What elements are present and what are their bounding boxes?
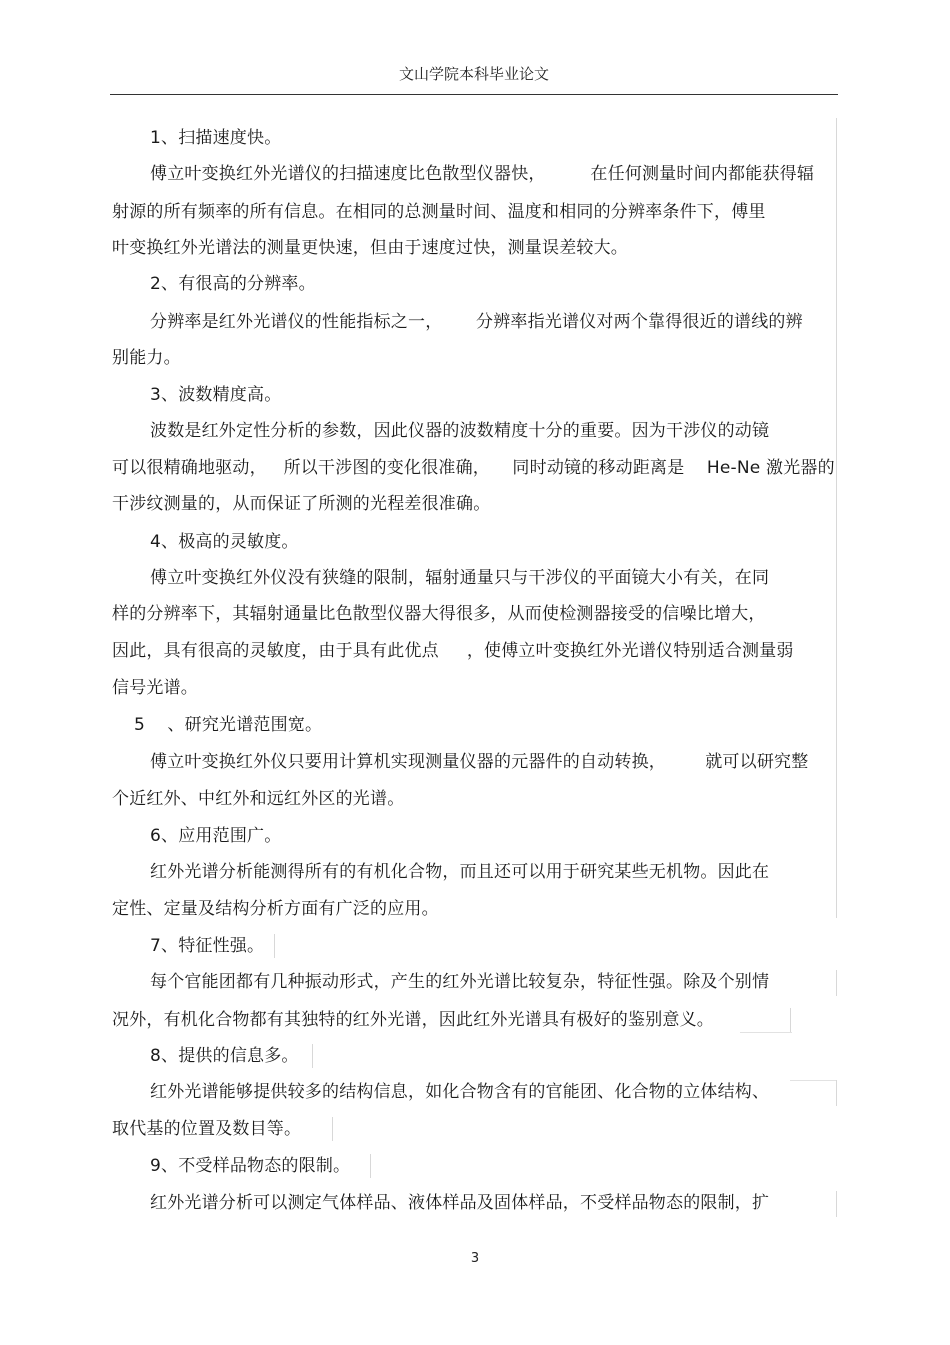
text-line: 傅立叶变换红外仪只要用计算机实现测量仪器的元器件的自动转换， 就可以研究整: [150, 752, 809, 772]
scan-rule: [740, 1032, 792, 1033]
running-header: 文山学院本科毕业论文: [398, 65, 549, 83]
scan-rule: [836, 1191, 837, 1217]
scan-rule: [274, 934, 275, 958]
text-line: 个近红外、中红外和远红外区的光谱。: [112, 789, 405, 809]
text-line: 每个官能团都有几种振动形式，产生的红外光谱比较复杂，特征性强。除及个别情: [150, 972, 770, 992]
text-line: 干涉纹测量的，从而保证了所测的光程差很准确。: [112, 494, 491, 514]
text-line: 定性、定量及结构分析方面有广泛的应用。: [112, 899, 439, 919]
text-line: 信号光谱。: [112, 678, 198, 698]
text-line: 射源的所有频率的所有信息。在相同的总测量时间、温度和相同的分辨率条件下，傅里: [112, 202, 766, 222]
text-line: 2、有很高的分辨率。: [150, 274, 316, 294]
text-line: 傅立叶变换红外光谱仪的扫描速度比色散型仪器快， 在任何测量时间内都能获得辐: [150, 164, 815, 184]
text-line: 样的分辨率下，其辐射通量比色散型仪器大得很多，从而使检测器接受的信噪比增大，: [112, 604, 766, 624]
text-line: 5 、研究光谱范围宽。: [134, 715, 323, 735]
scan-rule: [312, 1044, 313, 1068]
header-divider: [110, 94, 838, 95]
scan-rule: [790, 1080, 836, 1081]
text-line: 可以很精确地驱动， 所以干涉图的变化很准确， 同时动镜的移动距离是 He-Ne 激光器的: [112, 458, 835, 478]
text-line: 8、提供的信息多。: [150, 1046, 299, 1066]
text-line: 1、扫描速度快。: [150, 128, 282, 148]
text-line: 4、极高的灵敏度。: [150, 532, 299, 552]
text-line: 分辨率是红外光谱仪的性能指标之一， 分辨率指光谱仪对两个靠得很近的谱线的辨: [150, 312, 803, 332]
text-line: 红外光谱能够提供较多的结构信息，如化合物含有的官能团、化合物的立体结构、: [150, 1082, 770, 1102]
text-line: 3、波数精度高。: [150, 385, 282, 405]
text-line: 红外光谱分析能测得所有的有机化合物，而且还可以用于研究某些无机物。因此在: [150, 862, 770, 882]
scan-rule: [370, 1154, 371, 1178]
page-number: 3: [470, 1251, 480, 1266]
text-line: 因此，具有很高的灵敏度，由于具有此优点 ，使傅立叶变换红外光谱仪特别适合测量弱: [112, 641, 794, 661]
scan-rule: [836, 970, 837, 996]
text-line: 9、不受样品物态的限制。: [150, 1156, 351, 1176]
scan-rule: [332, 1117, 333, 1141]
scan-rule: [836, 118, 837, 918]
scan-rule: [836, 1080, 837, 1106]
text-line: 波数是红外定性分析的参数，因此仪器的波数精度十分的重要。因为干涉仪的动镜: [150, 421, 770, 441]
text-line: 况外，有机化合物都有其独特的红外光谱，因此红外光谱具有极好的鉴别意义。: [112, 1010, 714, 1030]
scan-rule: [790, 1008, 791, 1032]
text-line: 取代基的位置及数目等。: [112, 1119, 302, 1139]
text-line: 别能力。: [112, 348, 181, 368]
text-line: 红外光谱分析可以测定气体样品、液体样品及固体样品，不受样品物态的限制，扩: [150, 1193, 770, 1213]
text-line: 6、应用范围广。: [150, 826, 282, 846]
text-line: 7、特征性强。: [150, 936, 265, 956]
text-line: 傅立叶变换红外仪没有狭缝的限制，辐射通量只与干涉仪的平面镜大小有关，在同: [150, 568, 770, 588]
text-line: 叶变换红外光谱法的测量更快速，但由于速度过快，测量误差较大。: [112, 238, 628, 258]
